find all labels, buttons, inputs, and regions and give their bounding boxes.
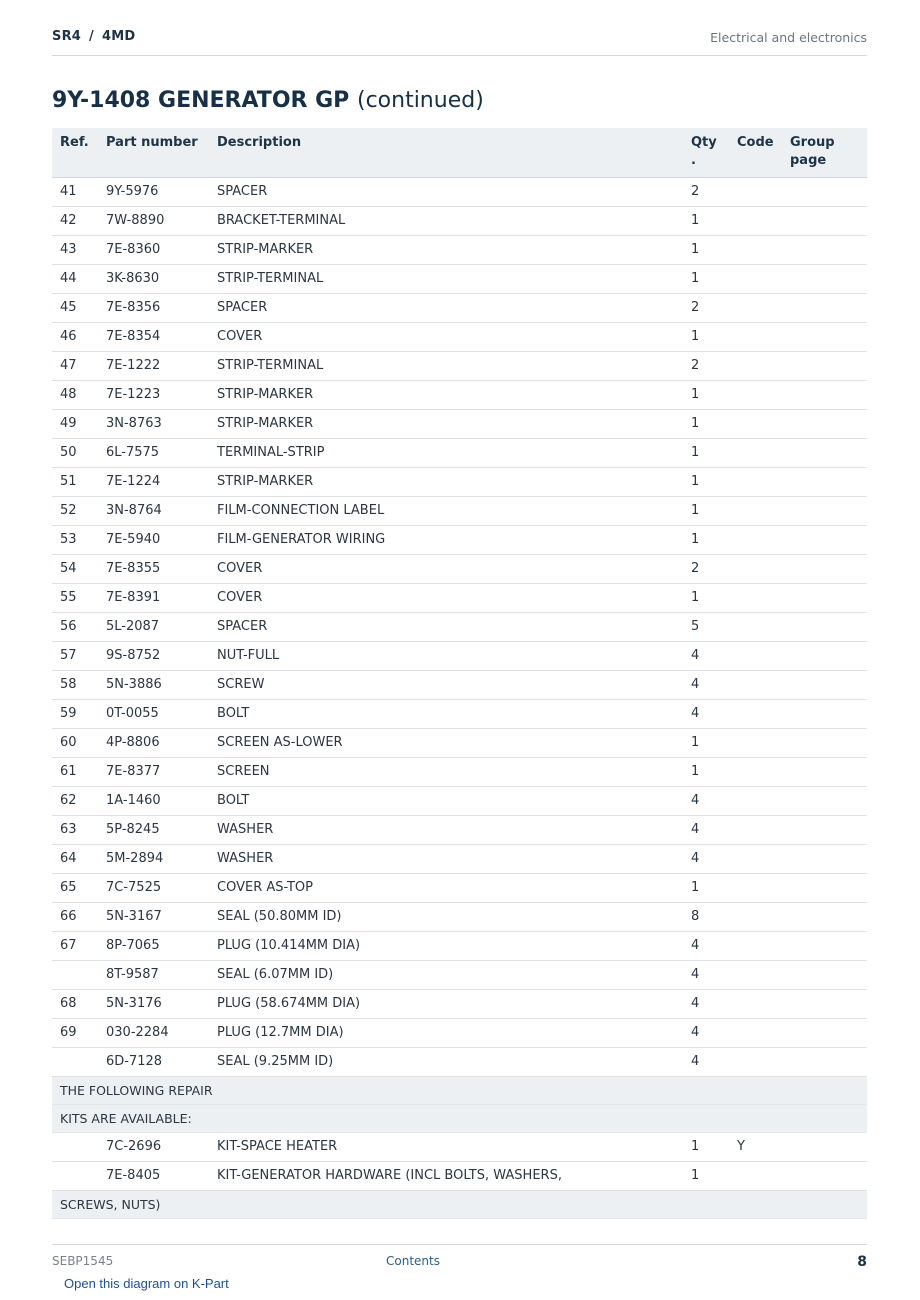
qty-cell: 2: [683, 554, 729, 583]
qty-cell: 1: [683, 728, 729, 757]
table-row: [52, 293, 867, 322]
ref-cell: 66: [52, 902, 98, 931]
code-cell: [729, 612, 782, 641]
qty-cell: 1: [683, 873, 729, 902]
qty-cell: 4: [683, 641, 729, 670]
ref-cell: 49: [52, 409, 98, 438]
qty-cell: 1: [683, 1161, 729, 1190]
qty-cell: 4: [683, 989, 729, 1018]
description-cell: SPACER: [209, 293, 683, 322]
table-row: [52, 989, 867, 1018]
ref-cell: 56: [52, 612, 98, 641]
code-cell: [729, 496, 782, 525]
col-code-header: Code: [729, 128, 782, 177]
code-cell: [729, 786, 782, 815]
qty-cell: 1: [683, 380, 729, 409]
group-page-cell: [782, 1132, 867, 1161]
table-row: [52, 786, 867, 815]
part-number-cell: 7E-5940: [98, 525, 209, 554]
code-cell: [729, 554, 782, 583]
description-cell: WASHER: [209, 815, 683, 844]
ref-cell: 64: [52, 844, 98, 873]
qty-cell: 1: [683, 757, 729, 786]
qty-cell: 4: [683, 815, 729, 844]
group-page-cell: [782, 583, 867, 612]
group-page-cell: [782, 351, 867, 380]
parts-table-body: [52, 177, 867, 1218]
table-row: [52, 873, 867, 902]
page-footer: [52, 1244, 867, 1274]
qty-cell: 4: [683, 699, 729, 728]
note-text: SCREWS, NUTS): [52, 1190, 867, 1218]
document-id: SEBP1545: [52, 1254, 114, 1268]
part-number-cell: 3N-8763: [98, 409, 209, 438]
ref-cell: 68: [52, 989, 98, 1018]
description-cell: WASHER: [209, 844, 683, 873]
table-row: [52, 438, 867, 467]
contents-link[interactable]: Contents: [386, 1254, 440, 1268]
code-cell: [729, 409, 782, 438]
code-cell: Y: [729, 1132, 782, 1161]
note-text: THE FOLLOWING REPAIR: [52, 1076, 867, 1104]
part-number-cell: 7E-8354: [98, 322, 209, 351]
table-row: [52, 612, 867, 641]
ref-cell: [52, 1132, 98, 1161]
table-header-row: [52, 128, 867, 177]
description-cell: SPACER: [209, 177, 683, 206]
ref-cell: [52, 960, 98, 989]
ref-cell: 62: [52, 786, 98, 815]
code-cell: [729, 931, 782, 960]
table-row: [52, 264, 867, 293]
continued-label: (continued): [356, 88, 484, 113]
description-cell: PLUG (10.414MM DIA): [209, 931, 683, 960]
code-cell: [729, 960, 782, 989]
description-cell: PLUG (12.7MM DIA): [209, 1018, 683, 1047]
group-page-cell: [782, 1018, 867, 1047]
table-row: [52, 1047, 867, 1076]
group-page-cell: [782, 235, 867, 264]
table-row: [52, 206, 867, 235]
ref-cell: [52, 1047, 98, 1076]
group-page-cell: [782, 931, 867, 960]
qty-cell: 2: [683, 293, 729, 322]
ref-cell: 51: [52, 467, 98, 496]
ref-cell: 67: [52, 931, 98, 960]
description-cell: TERMINAL-STRIP: [209, 438, 683, 467]
table-row: [52, 380, 867, 409]
part-number-cell: 7E-8356: [98, 293, 209, 322]
code-cell: [729, 525, 782, 554]
group-page-cell: [782, 177, 867, 206]
code-cell: [729, 757, 782, 786]
group-page-cell: [782, 699, 867, 728]
table-row: [52, 844, 867, 873]
part-number-cell: 6D-7128: [98, 1047, 209, 1076]
description-cell: COVER: [209, 322, 683, 351]
part-number-cell: 3K-8630: [98, 264, 209, 293]
table-row: [52, 699, 867, 728]
group-page-cell: [782, 264, 867, 293]
ref-cell: 46: [52, 322, 98, 351]
qty-cell: 1: [683, 264, 729, 293]
table-row: [52, 583, 867, 612]
qty-cell: 1: [683, 322, 729, 351]
qty-cell: 1: [683, 525, 729, 554]
table-row: [52, 554, 867, 583]
part-number-cell: 7E-8355: [98, 554, 209, 583]
group-page-cell: [782, 989, 867, 1018]
qty-cell: 1: [683, 1132, 729, 1161]
part-number-cell: 5N-3167: [98, 902, 209, 931]
table-row: [52, 641, 867, 670]
code-cell: [729, 1161, 782, 1190]
group-page-cell: [782, 322, 867, 351]
group-page-cell: [782, 409, 867, 438]
description-cell: NUT-FULL: [209, 641, 683, 670]
group-page-cell: [782, 873, 867, 902]
group-page-cell: [782, 293, 867, 322]
ref-cell: 52: [52, 496, 98, 525]
description-cell: SCREEN: [209, 757, 683, 786]
ref-cell: [52, 1161, 98, 1190]
table-row: [52, 525, 867, 554]
group-page-cell: [782, 960, 867, 989]
code-cell: [729, 177, 782, 206]
part-number-cell: 3N-8764: [98, 496, 209, 525]
ref-cell: 53: [52, 525, 98, 554]
part-number-cell: 5N-3886: [98, 670, 209, 699]
code-cell: [729, 728, 782, 757]
table-row: [52, 902, 867, 931]
code-cell: [729, 1018, 782, 1047]
group-page-cell: [782, 496, 867, 525]
part-number-cell: 5P-8245: [98, 815, 209, 844]
table-row: [52, 670, 867, 699]
table-row: [52, 409, 867, 438]
col-description-header: Description: [209, 128, 683, 177]
code-cell: [729, 206, 782, 235]
code-cell: [729, 844, 782, 873]
ref-cell: 57: [52, 641, 98, 670]
code-cell: [729, 351, 782, 380]
table-row: [52, 496, 867, 525]
ref-cell: 45: [52, 293, 98, 322]
code-cell: [729, 293, 782, 322]
description-cell: COVER: [209, 583, 683, 612]
qty-cell: 1: [683, 438, 729, 467]
page-title: [52, 88, 484, 113]
ref-cell: 60: [52, 728, 98, 757]
description-cell: SEAL (6.07MM ID): [209, 960, 683, 989]
col-group-page-header: Group page: [782, 128, 867, 177]
table-note-row: [52, 1104, 867, 1132]
ref-cell: 63: [52, 815, 98, 844]
group-page-cell: [782, 1161, 867, 1190]
table-row: [52, 1161, 867, 1190]
parts-table: [52, 128, 867, 1219]
qty-cell: 1: [683, 235, 729, 264]
description-cell: KIT-SPACE HEATER: [209, 1132, 683, 1161]
table-row: [52, 757, 867, 786]
group-page-cell: [782, 757, 867, 786]
part-number-cell: 8P-7065: [98, 931, 209, 960]
part-number-cell: 030-2284: [98, 1018, 209, 1047]
ref-cell: 43: [52, 235, 98, 264]
group-page-cell: [782, 670, 867, 699]
part-number-cell: 4P-8806: [98, 728, 209, 757]
ref-cell: 69: [52, 1018, 98, 1047]
code-cell: [729, 438, 782, 467]
group-page-cell: [782, 902, 867, 931]
table-note-row: [52, 1076, 867, 1104]
group-page-cell: [782, 786, 867, 815]
part-number-cell: 7C-7525: [98, 873, 209, 902]
table-row: [52, 728, 867, 757]
part-number-cell: 1A-1460: [98, 786, 209, 815]
serial-prefix: 4MD: [101, 29, 136, 44]
part-number-cell: 7E-8377: [98, 757, 209, 786]
table-row: [52, 931, 867, 960]
group-page-cell: [782, 525, 867, 554]
description-cell: FILM-GENERATOR WIRING: [209, 525, 683, 554]
group-page-cell: [782, 728, 867, 757]
table-row: [52, 960, 867, 989]
code-cell: [729, 699, 782, 728]
qty-cell: 1: [683, 467, 729, 496]
code-cell: [729, 1047, 782, 1076]
col-ref-header: Ref.: [52, 128, 98, 177]
table-row: [52, 1132, 867, 1161]
part-number-cell: 9Y-5976: [98, 177, 209, 206]
qty-cell: 4: [683, 670, 729, 699]
description-cell: STRIP-TERMINAL: [209, 264, 683, 293]
qty-cell: 4: [683, 931, 729, 960]
qty-cell: 4: [683, 960, 729, 989]
breadcrumb: [52, 29, 135, 44]
description-cell: STRIP-MARKER: [209, 409, 683, 438]
part-number-cell: 0T-0055: [98, 699, 209, 728]
group-page-cell: [782, 467, 867, 496]
part-number-cell: 8T-9587: [98, 960, 209, 989]
part-number-cell: 7E-1224: [98, 467, 209, 496]
description-cell: SEAL (50.80MM ID): [209, 902, 683, 931]
qty-cell: 4: [683, 1047, 729, 1076]
group-page-cell: [782, 380, 867, 409]
table-row: [52, 351, 867, 380]
part-number-cell: 7C-2696: [98, 1132, 209, 1161]
qty-cell: 1: [683, 496, 729, 525]
ref-cell: 42: [52, 206, 98, 235]
part-number-cell: 7E-8391: [98, 583, 209, 612]
part-number-cell: 7E-8405: [98, 1161, 209, 1190]
code-cell: [729, 873, 782, 902]
ref-cell: 59: [52, 699, 98, 728]
part-number-cell: 5M-2894: [98, 844, 209, 873]
code-cell: [729, 264, 782, 293]
code-cell: [729, 583, 782, 612]
description-cell: STRIP-MARKER: [209, 380, 683, 409]
qty-cell: 2: [683, 177, 729, 206]
table-row: [52, 467, 867, 496]
ref-cell: 50: [52, 438, 98, 467]
table-row: [52, 235, 867, 264]
code-cell: [729, 235, 782, 264]
ref-cell: 65: [52, 873, 98, 902]
code-cell: [729, 641, 782, 670]
description-cell: SCREEN AS-LOWER: [209, 728, 683, 757]
description-cell: BOLT: [209, 786, 683, 815]
col-part-number-header: Part number: [98, 128, 209, 177]
description-cell: SPACER: [209, 612, 683, 641]
page-number: 8: [857, 1254, 867, 1270]
table-row: [52, 177, 867, 206]
group-page-cell: [782, 438, 867, 467]
group-page-cell: [782, 612, 867, 641]
part-number-cell: 9S-8752: [98, 641, 209, 670]
description-cell: BRACKET-TERMINAL: [209, 206, 683, 235]
group-page-cell: [782, 1047, 867, 1076]
qty-cell: 4: [683, 1018, 729, 1047]
col-qty-header: Qty .: [683, 128, 729, 177]
part-number-cell: 7E-1223: [98, 380, 209, 409]
table-row: [52, 815, 867, 844]
group-title: 9Y-1408 GENERATOR GP: [52, 88, 350, 113]
ref-cell: 44: [52, 264, 98, 293]
description-cell: COVER AS-TOP: [209, 873, 683, 902]
ref-cell: 58: [52, 670, 98, 699]
qty-cell: 1: [683, 583, 729, 612]
code-cell: [729, 670, 782, 699]
code-cell: [729, 467, 782, 496]
table-row: [52, 1018, 867, 1047]
description-cell: FILM-CONNECTION LABEL: [209, 496, 683, 525]
table-note-row: [52, 1190, 867, 1218]
qty-cell: 1: [683, 206, 729, 235]
table-row: [52, 322, 867, 351]
part-number-cell: 7E-1222: [98, 351, 209, 380]
qty-cell: 4: [683, 786, 729, 815]
code-cell: [729, 989, 782, 1018]
description-cell: KIT-GENERATOR HARDWARE (INCL BOLTS, WASHERS,: [209, 1161, 683, 1190]
description-cell: BOLT: [209, 699, 683, 728]
part-number-cell: 5N-3176: [98, 989, 209, 1018]
ref-cell: 55: [52, 583, 98, 612]
code-cell: [729, 380, 782, 409]
ref-cell: 54: [52, 554, 98, 583]
qty-cell: 5: [683, 612, 729, 641]
ref-cell: 47: [52, 351, 98, 380]
note-text: KITS ARE AVAILABLE:: [52, 1104, 867, 1132]
group-page-cell: [782, 641, 867, 670]
code-cell: [729, 815, 782, 844]
breadcrumb-separator: /: [89, 29, 94, 44]
description-cell: STRIP-TERMINAL: [209, 351, 683, 380]
description-cell: STRIP-MARKER: [209, 467, 683, 496]
qty-cell: 1: [683, 409, 729, 438]
group-page-cell: [782, 844, 867, 873]
part-number-cell: 7W-8890: [98, 206, 209, 235]
code-cell: [729, 322, 782, 351]
section-name: Electrical and electronics: [710, 30, 867, 45]
qty-cell: 4: [683, 844, 729, 873]
part-number-cell: 6L-7575: [98, 438, 209, 467]
ref-cell: 61: [52, 757, 98, 786]
group-page-cell: [782, 206, 867, 235]
code-cell: [729, 902, 782, 931]
part-number-cell: 5L-2087: [98, 612, 209, 641]
description-cell: STRIP-MARKER: [209, 235, 683, 264]
group-page-cell: [782, 554, 867, 583]
part-number-cell: 7E-8360: [98, 235, 209, 264]
model-code: SR4: [52, 29, 82, 44]
qty-cell: 8: [683, 902, 729, 931]
qty-cell: 2: [683, 351, 729, 380]
description-cell: PLUG (58.674MM DIA): [209, 989, 683, 1018]
description-cell: SCREW: [209, 670, 683, 699]
page-header: [52, 29, 867, 56]
description-cell: SEAL (9.25MM ID): [209, 1047, 683, 1076]
group-page-cell: [782, 815, 867, 844]
open-on-kpart-link[interactable]: Open this diagram on K-Part: [64, 1276, 229, 1291]
ref-cell: 48: [52, 380, 98, 409]
ref-cell: 41: [52, 177, 98, 206]
description-cell: COVER: [209, 554, 683, 583]
